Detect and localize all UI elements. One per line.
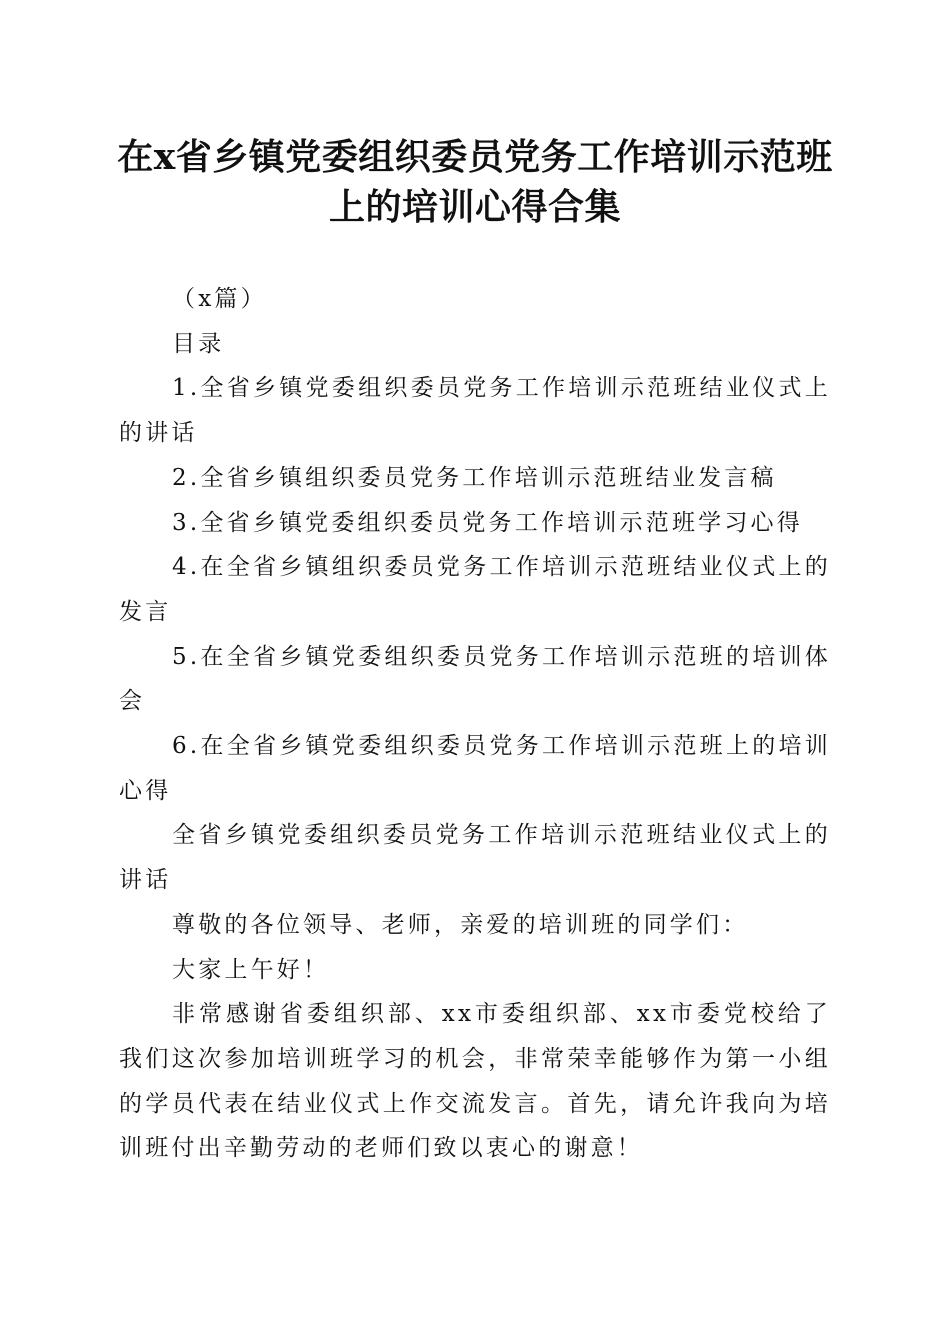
toc-item: 6.在全省乡镇党委组织委员党务工作培训示范班上的培训心得 [119, 733, 831, 804]
body-paragraph: 非常感谢省委组织部、xx市委组织部、xx市委党校给了我们这次参加培训班学习的机会，非常荣幸能够作为第一小组的学员代表在结业仪式上作交流发言。首先，请允许我向为培训班付出辛勤劳动的老师们致以衷心的谢意！ [119, 1001, 831, 1162]
toc-item: 4.在全省乡镇组织委员党务工作培训示范班结业仪式上的发言 [119, 554, 831, 625]
document-title: 在x省乡镇党委组织委员党务工作培训示范班上的培训心得合集 [117, 136, 833, 228]
toc-item: 2.全省乡镇组织委员党务工作培训示范班结业发言稿 [172, 464, 777, 491]
toc-item: 5.在全省乡镇党委组织委员党务工作培训示范班的培训体会 [119, 643, 831, 715]
document-body [119, 277, 831, 1171]
toc-item: 3.全省乡镇党委组织委员党务工作培训示范班学习心得 [172, 509, 803, 536]
toc-item: 1.全省乡镇党委组织委员党务工作培训示范班结业仪式上的讲话 [119, 375, 831, 447]
count-note: （x篇） [172, 286, 267, 312]
toc-heading: 目录 [172, 330, 225, 357]
salutation: 尊敬的各位领导、老师，亲爱的培训班的同学们： [172, 911, 749, 938]
greeting: 大家上午好！ [172, 956, 330, 983]
section-title: 全省乡镇党委组织委员党务工作培训示范班结业仪式上的讲话 [119, 822, 831, 894]
